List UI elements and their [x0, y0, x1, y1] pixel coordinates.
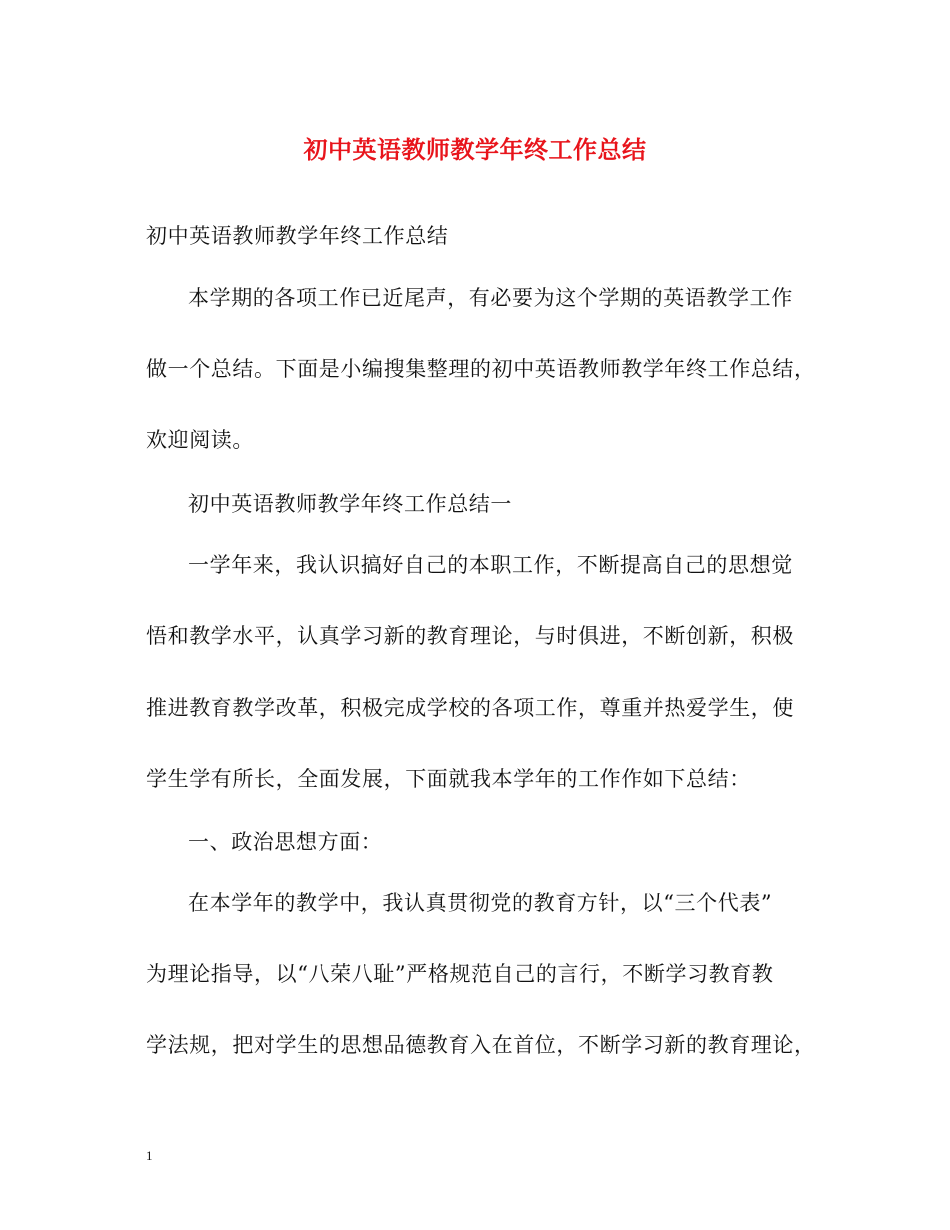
- document-title: 初中英语教师教学年终工作总结: [303, 135, 647, 164]
- body-line: 学法规，把对学生的思想品德教育入在首位，不断学习新的教育理论，: [146, 1033, 816, 1057]
- body-line: 做一个总结。下面是小编搜集整理的初中英语教师教学年终工作总结，: [146, 357, 816, 381]
- body-line: 推进教育教学改革，积极完成学校的各项工作，尊重并热爱学生，使: [146, 696, 794, 720]
- body-line: 在本学年的教学中，我认真贯彻党的教育方针，以“三个代表”: [188, 891, 773, 915]
- body-line: 学生学有所长，全面发展，下面就我本学年的工作作如下总结：: [146, 767, 751, 791]
- subsection-heading: 一、政治思想方面：: [188, 830, 383, 854]
- page-number: 1: [146, 1148, 153, 1163]
- body-line: 一学年来，我认识搞好自己的本职工作，不断提高自己的思想觉: [188, 553, 793, 577]
- body-line: 悟和教学水平，认真学习新的教育理论，与时俱进，不断创新，积极: [146, 624, 794, 648]
- body-line: 欢迎阅读。: [146, 428, 254, 452]
- section-heading: 初中英语教师教学年终工作总结一: [188, 492, 512, 516]
- body-line: 本学期的各项工作已近尾声，有必要为这个学期的英语教学工作: [188, 286, 793, 310]
- body-line: 为理论指导，以“八荣八耻”严格规范自己的言行，不断学习教育教: [146, 962, 774, 986]
- body-line-heading: 初中英语教师教学年终工作总结: [146, 224, 449, 248]
